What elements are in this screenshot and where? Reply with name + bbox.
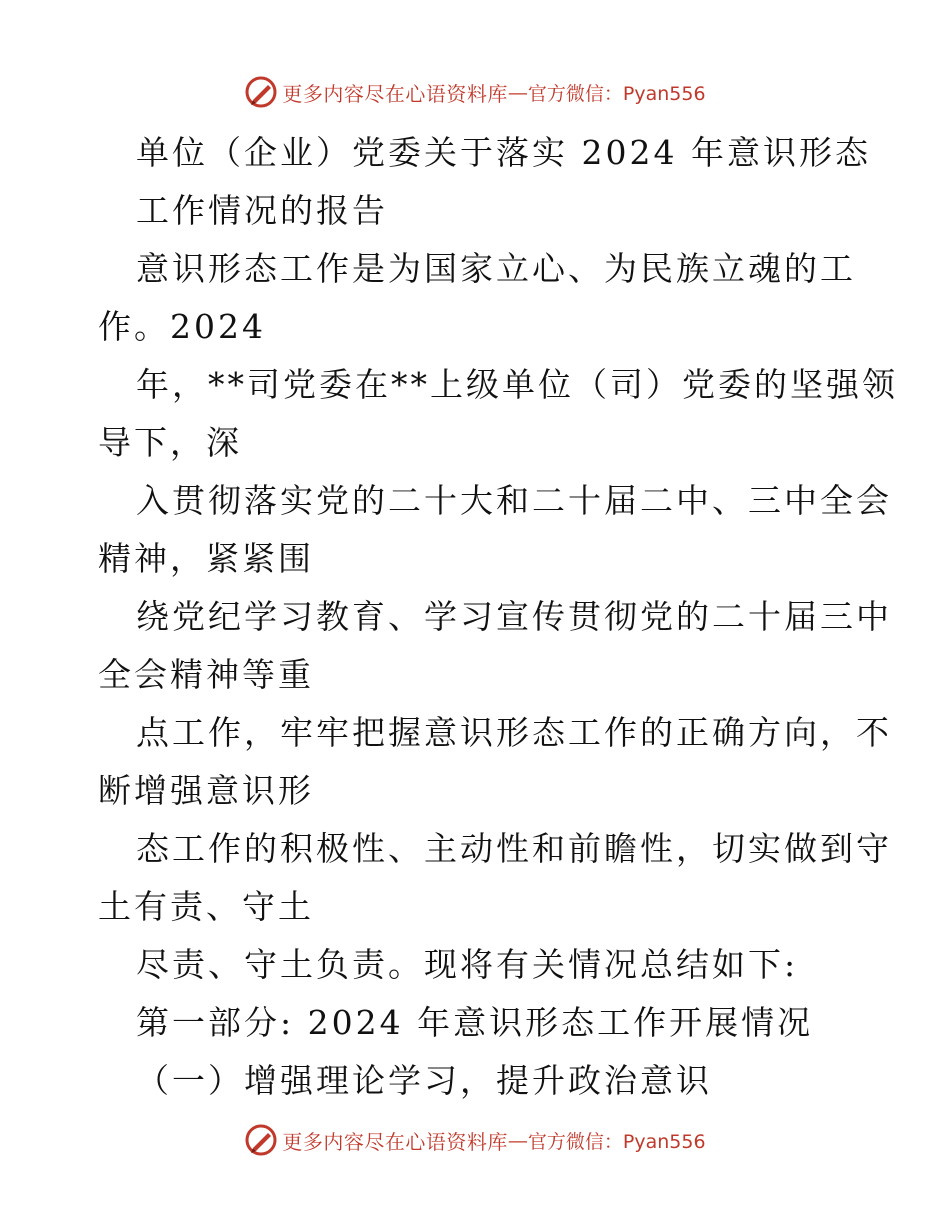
banner-site-text: 更多内容尽在心语资料库 <box>282 81 508 106</box>
document-text-line: 绕党纪学习教育、学习宣传贯彻党的二十届三中 <box>136 597 892 636</box>
footer-watermark-banner <box>0 1120 950 1160</box>
document-text-line: 导下，深 <box>98 423 242 462</box>
header-watermark-banner <box>0 72 950 112</box>
banner-wechat-text: 官方微信：Pyan556 <box>527 1130 706 1153</box>
document-text-line: 入贯彻落实党的二十大和二十届二中、三中全会 <box>136 481 892 520</box>
document-text-line: 尽责、守土负责。现将有关情况总结如下: <box>136 945 799 984</box>
document-text-line: 精神，紧紧围 <box>98 539 314 578</box>
document-body <box>98 124 898 1110</box>
document-text-line: 断增强意识形 <box>98 771 314 810</box>
document-text-line: 年，**司党委在**上级单位（司）党委的坚强领 <box>136 365 898 404</box>
document-title-line-1: 单位（企业）党委关于落实 2024 年意识形态 <box>136 133 871 172</box>
document-text-line: 第一部分: 2024 年意识形态工作开展情况 <box>136 1003 814 1042</box>
document-text-line: 全会精神等重 <box>98 655 314 694</box>
document-paragraphs <box>98 240 898 1110</box>
document-text-line: 点工作，牢牢把握意识形态工作的正确方向，不 <box>136 713 892 752</box>
document-title-line-2: 工作情况的报告 <box>136 191 388 230</box>
banner-separator: — <box>507 1128 528 1152</box>
banner-separator: — <box>507 80 528 104</box>
document-text-line: 土有责、守土 <box>98 887 314 926</box>
document-text-line: 态工作的积极性、主动性和前瞻性，切实做到守 <box>136 829 892 868</box>
pen-logo-icon <box>244 1123 278 1157</box>
document-text-line: 意识形态工作是为国家立心、为民族立魂的工 <box>136 249 856 288</box>
document-text-line: （一）增强理论学习，提升政治意识 <box>136 1061 712 1100</box>
document-text-line: 作。2024 <box>98 307 266 346</box>
banner-wechat-text: 官方微信：Pyan556 <box>527 82 706 105</box>
pen-logo-icon <box>244 75 278 109</box>
banner-site-text: 更多内容尽在心语资料库 <box>282 1129 508 1154</box>
